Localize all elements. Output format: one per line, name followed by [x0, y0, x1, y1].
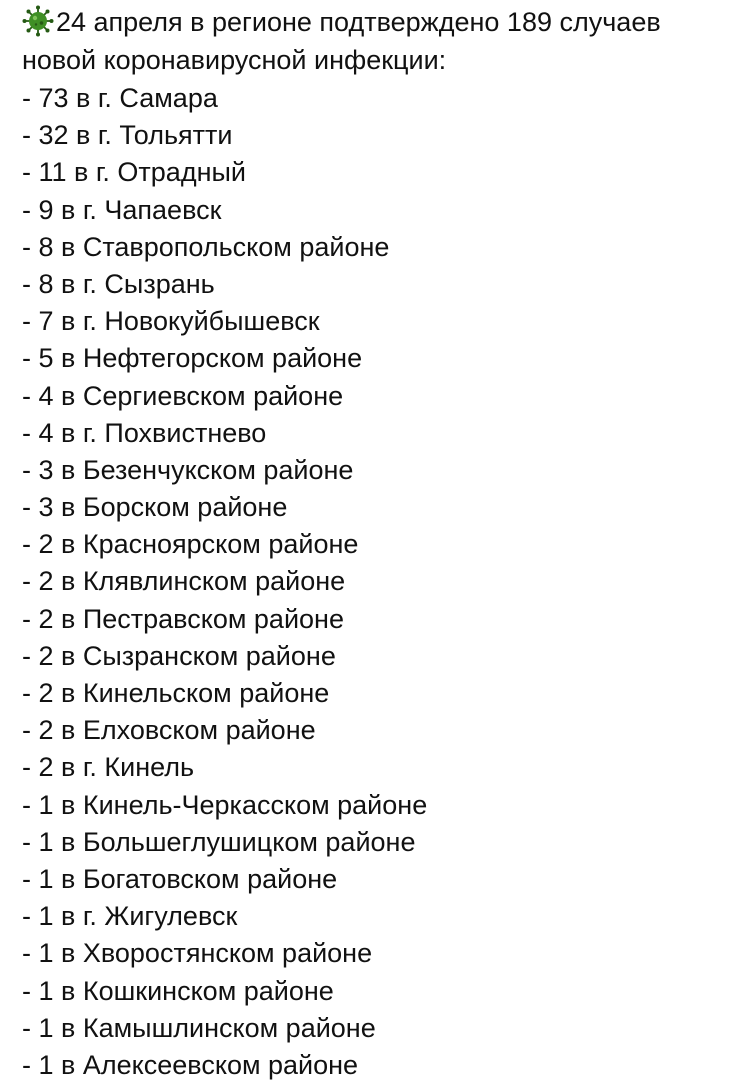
list-item: - 2 в Елховском районе	[22, 715, 316, 746]
list-item: - 1 в Большеглушицком районе	[22, 826, 416, 857]
list-item: - 2 в Кинельском районе	[22, 678, 330, 708]
list-item: - 11 в г. Отрадный	[22, 157, 246, 188]
list-item: - 4 в г. Похвистнево	[22, 417, 267, 448]
list-item: - 1 в Кошкинском районе	[22, 975, 334, 1006]
list-item: - 1 в Кинель-Черкасском районе	[22, 789, 428, 820]
virus-icon	[22, 5, 54, 37]
list-item: - 5 в Нефтегорском районе	[22, 343, 363, 374]
list-item: - 1 в Камышлинском районе	[22, 1012, 376, 1043]
list-item: - 7 в г. Новокуйбышевск	[22, 306, 320, 337]
list-item: - 2 в Сызранском районе	[22, 640, 336, 671]
list-item: - 32 в г. Тольятти	[22, 120, 233, 151]
list-item: - 8 в г. Сызрань	[22, 268, 215, 299]
list-item: - 73 в г. Самара	[22, 83, 218, 113]
list-item: - 4 в Сергиевском районе	[22, 380, 344, 411]
list-item: - 2 в Клявлинском районе	[22, 566, 346, 597]
list-item: - 1 в г. Жигулевск	[22, 901, 238, 932]
list-item: - 8 в Ставропольском районе	[22, 231, 390, 262]
list-item: - 1 в Алексеевском районе	[22, 1049, 359, 1080]
list-item: - 2 в Пестравском районе	[22, 603, 344, 634]
list-item: - 9 в г. Чапаевск	[22, 194, 222, 225]
list-item: - 3 в Борском районе	[22, 492, 288, 523]
header-line-2: новой коронавирусной инфекции:	[22, 45, 447, 75]
list-item: - 3 в Безенчукском районе	[22, 454, 354, 485]
list-item: - 1 в Хворостянском районе	[22, 938, 373, 969]
announcement-header	[22, 4, 661, 41]
list-item: - 2 в г. Кинель	[22, 752, 195, 783]
list-item: - 2 в Красноярском районе	[22, 529, 359, 560]
list-item: - 1 в Богатовском районе	[22, 863, 338, 894]
header-line-1: 24 апреля в регионе подтверждено 189 случаев	[56, 7, 661, 37]
case-list	[22, 80, 427, 1084]
